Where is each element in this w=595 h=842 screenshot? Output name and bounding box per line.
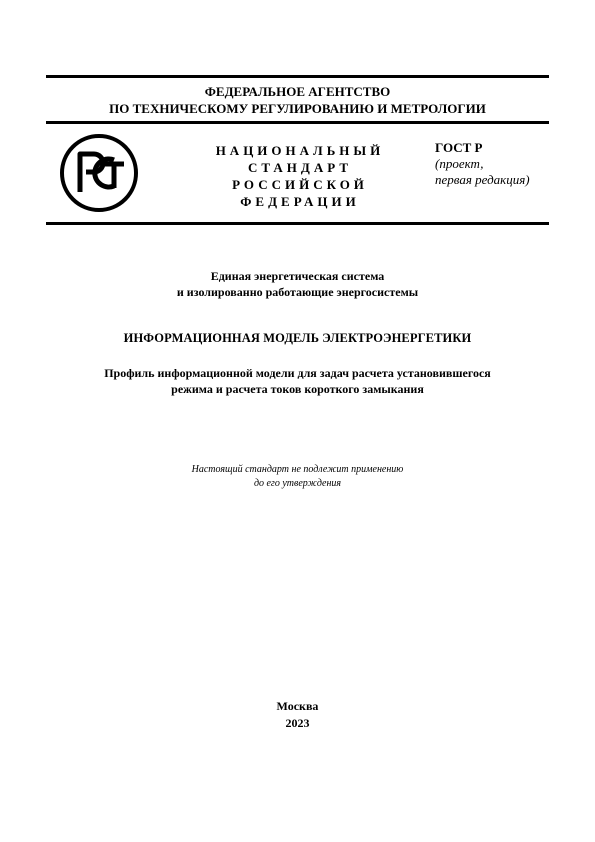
publication-footer: [46, 698, 549, 732]
gost-note-line-2: первая редакция): [435, 172, 530, 187]
agency-line-1: ФЕДЕРАЛЬНОЕ АГЕНТСТВО: [204, 84, 391, 99]
subtitle-line-2: режима и расчета токов короткого замыкания: [171, 382, 424, 396]
standard-line-2: СТАНДАРТ: [247, 160, 352, 175]
subtitle-line-1: Профиль информационной модели для задач расчета установившегося: [104, 366, 491, 380]
notice-line-1: Настоящий стандарт не подлежит применению: [191, 464, 404, 475]
gost-note-line-1: (проект,: [435, 156, 484, 171]
gost-designation: [435, 140, 530, 188]
document-title: ИНФОРМАЦИОННАЯ МОДЕЛЬ ЭЛЕКТРОЭНЕРГЕТИКИ: [123, 331, 472, 345]
national-standard-heading: [200, 142, 400, 210]
system-line-1: Единая энергетическая система: [210, 269, 385, 283]
system-line-2: и изолированно работающие энергосистемы: [176, 285, 419, 299]
publication-year: 2023: [285, 716, 310, 730]
notice-line-2: до его утверждения: [253, 478, 342, 489]
top-rule: [46, 75, 549, 78]
standard-line-4: ФЕДЕРАЦИИ: [240, 194, 360, 209]
system-name: [46, 268, 549, 300]
standard-line-1: НАЦИОНАЛЬНЫЙ: [215, 143, 385, 158]
agency-name: [46, 83, 549, 117]
header-bottom-rule: [46, 222, 549, 225]
rst-certification-mark-icon: [60, 134, 138, 212]
gost-code: ГОСТ Р: [435, 140, 483, 155]
standard-line-3: РОССИЙСКОЙ: [232, 177, 368, 192]
agency-line-2: ПО ТЕХНИЧЕСКОМУ РЕГУЛИРОВАНИЮ И МЕТРОЛОГИИ: [109, 101, 486, 116]
publication-city: Москва: [276, 699, 319, 713]
application-notice: [46, 463, 549, 491]
header-rule: [46, 121, 549, 124]
document-subtitle: [46, 365, 549, 397]
